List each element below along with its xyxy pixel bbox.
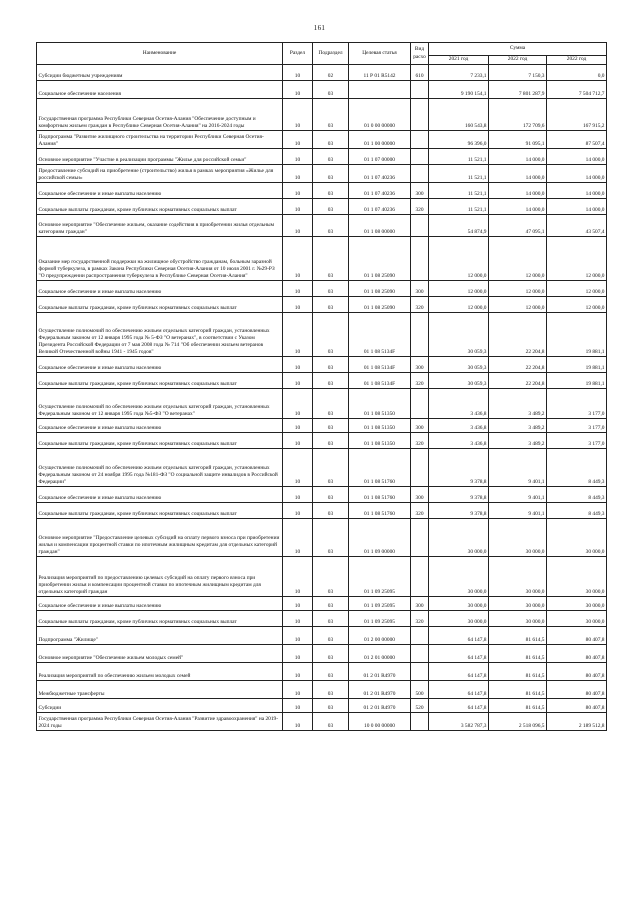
- row-expense-type: 320: [411, 297, 429, 313]
- row-sum-2021: 3 582 787,3: [429, 713, 489, 731]
- page-number: 161: [313, 24, 326, 32]
- row-target-article: 01 1 08 25090: [349, 281, 411, 297]
- row-target-article: [349, 81, 411, 99]
- row-subsection: 03: [313, 81, 349, 99]
- row-name: Социальные выплаты гражданам, кроме публичных нормативных социальных выплат: [37, 433, 283, 449]
- header-year-2022: 2022 год: [489, 56, 547, 65]
- table-row: [37, 199, 607, 215]
- row-subsection: 03: [313, 557, 349, 597]
- row-section: 10: [283, 449, 313, 487]
- table-row: [37, 237, 607, 281]
- row-sum-2021: 12 000,0: [429, 281, 489, 297]
- row-subsection: 03: [313, 597, 349, 611]
- row-sum-2022-second: 3 177,0: [547, 419, 607, 433]
- row-subsection: 03: [313, 611, 349, 627]
- row-expense-type: 300: [411, 357, 429, 373]
- row-sum-2022-second: 8 449,3: [547, 503, 607, 519]
- row-target-article: 01 1 08 5134F: [349, 357, 411, 373]
- row-name: Основное мероприятие "Обеспечение жильем молодых семей": [37, 645, 283, 663]
- row-sum-2022: 14 000,0: [489, 149, 547, 165]
- row-target-article: 01 1 08 51350: [349, 419, 411, 433]
- row-section: 10: [283, 519, 313, 557]
- row-section: 10: [283, 419, 313, 433]
- row-sum-2022: 9 401,1: [489, 487, 547, 503]
- row-sum-2021: 64 147,8: [429, 681, 489, 699]
- header-year-2021: 2021 год: [429, 56, 489, 65]
- row-sum-2022: 81 614,5: [489, 645, 547, 663]
- table-row: [37, 663, 607, 681]
- row-sum-2022: 22 204,8: [489, 313, 547, 357]
- row-target-article: 01 2 01 R4970: [349, 681, 411, 699]
- table-row: [37, 627, 607, 645]
- row-sum-2021: 64 147,8: [429, 627, 489, 645]
- row-target-article: 01 2 01 00000: [349, 645, 411, 663]
- row-expense-type: [411, 149, 429, 165]
- row-target-article: 01 1 08 00000: [349, 215, 411, 237]
- row-sum-2022-second: 167 915,2: [547, 99, 607, 131]
- row-sum-2022-second: 19 881,1: [547, 357, 607, 373]
- table-row: [37, 357, 607, 373]
- row-expense-type: [411, 81, 429, 99]
- row-target-article: 01 1 07 40236: [349, 183, 411, 199]
- row-name: Социальное обеспечение и иные выплаты населению: [37, 357, 283, 373]
- row-sum-2022: 30 000,0: [489, 557, 547, 597]
- row-sum-2022: 2 518 096,5: [489, 713, 547, 731]
- row-expense-type: 300: [411, 183, 429, 199]
- table-row: [37, 433, 607, 449]
- row-sum-2021: 64 147,8: [429, 663, 489, 681]
- row-name: Социальные выплаты гражданам, кроме публичных нормативных социальных выплат: [37, 503, 283, 519]
- row-sum-2022-second: 30 000,0: [547, 597, 607, 611]
- row-section: 10: [283, 131, 313, 149]
- row-section: 10: [283, 215, 313, 237]
- row-name: Социальные выплаты гражданам, кроме публичных нормативных социальных выплат: [37, 199, 283, 215]
- row-sum-2021: 54 874,9: [429, 215, 489, 237]
- row-sum-2022: 30 000,0: [489, 597, 547, 611]
- row-sum-2022: 3 489,2: [489, 389, 547, 419]
- table-row: [37, 81, 607, 99]
- row-name: Подпрограмма "Жилище": [37, 627, 283, 645]
- row-subsection: 03: [313, 297, 349, 313]
- row-subsection: 03: [313, 487, 349, 503]
- row-sum-2022: 81 614,5: [489, 663, 547, 681]
- row-sum-2022: 7 801 287,9: [489, 81, 547, 99]
- row-name: Осуществление полномочий по обеспечению жильем отдельных категорий граждан, установленных Федеральным законом от 24 ноября 1995 года №181-ФЗ "О социальной защите инвалидов в Российской Федерации": [37, 449, 283, 487]
- table-row: [37, 165, 607, 183]
- row-subsection: 03: [313, 389, 349, 419]
- row-sum-2022: 9 401,1: [489, 449, 547, 487]
- row-sum-2022-second: 2 189 512,8: [547, 713, 607, 731]
- row-name: Реализация мероприятий по предоставлению целевых субсидий на оплату первого взноса при приобретении жилья и компенсации процентной ставки по ипотечным жилищным кредитам для отдельных категорий граждан: [37, 557, 283, 597]
- table-row: [37, 681, 607, 699]
- row-name: Межбюджетные трансферты: [37, 681, 283, 699]
- row-sum-2021: 64 147,8: [429, 645, 489, 663]
- row-target-article: 01 2 00 00000: [349, 627, 411, 645]
- row-sum-2022-second: 19 881,1: [547, 313, 607, 357]
- row-section: 10: [283, 597, 313, 611]
- row-sum-2021: 30 000,0: [429, 557, 489, 597]
- row-section: 10: [283, 645, 313, 663]
- row-section: 10: [283, 557, 313, 597]
- row-sum-2022: 81 614,5: [489, 681, 547, 699]
- row-expense-type: 300: [411, 281, 429, 297]
- table-row: [37, 713, 607, 731]
- row-sum-2022-second: 8 449,3: [547, 449, 607, 487]
- row-section: 10: [283, 389, 313, 419]
- row-sum-2021: 11 521,1: [429, 149, 489, 165]
- table-row: [37, 297, 607, 313]
- row-sum-2021: 11 521,1: [429, 183, 489, 199]
- row-target-article: 01 1 08 5134F: [349, 313, 411, 357]
- row-sum-2021: 7 233,1: [429, 65, 489, 81]
- row-section: 10: [283, 699, 313, 713]
- row-sum-2021: 3 436,8: [429, 419, 489, 433]
- row-name: Социальное обеспечение и иные выплаты населению: [37, 183, 283, 199]
- row-subsection: 03: [313, 373, 349, 389]
- row-expense-type: 300: [411, 419, 429, 433]
- row-subsection: 03: [313, 419, 349, 433]
- row-expense-type: 300: [411, 487, 429, 503]
- row-section: 10: [283, 357, 313, 373]
- row-expense-type: [411, 313, 429, 357]
- row-target-article: 10 0 00 00000: [349, 713, 411, 731]
- row-target-article: 01 0 00 00000: [349, 99, 411, 131]
- row-sum-2022-second: 80 407,8: [547, 663, 607, 681]
- row-target-article: 01 1 08 51760: [349, 503, 411, 519]
- row-expense-type: [411, 663, 429, 681]
- row-subsection: 03: [313, 313, 349, 357]
- table-row: [37, 645, 607, 663]
- table-row: [37, 699, 607, 713]
- row-subsection: 03: [313, 699, 349, 713]
- row-sum-2021: 30 059,3: [429, 373, 489, 389]
- row-expense-type: [411, 237, 429, 281]
- row-sum-2022-second: 87 507,4: [547, 131, 607, 149]
- row-subsection: 03: [313, 131, 349, 149]
- header-subsection: Подраздел: [313, 43, 349, 65]
- row-section: 10: [283, 65, 313, 81]
- row-sum-2022-second: 80 407,8: [547, 627, 607, 645]
- table-row: [37, 65, 607, 81]
- row-sum-2022-second: 30 000,0: [547, 611, 607, 627]
- row-sum-2022-second: 30 000,0: [547, 557, 607, 597]
- row-section: 10: [283, 503, 313, 519]
- row-sum-2022: 12 000,0: [489, 281, 547, 297]
- header-section: Раздел: [283, 43, 313, 65]
- row-target-article: 01 1 09 25095: [349, 557, 411, 597]
- row-expense-type: [411, 627, 429, 645]
- table-row: [37, 419, 607, 433]
- row-expense-type: 320: [411, 503, 429, 519]
- row-section: 10: [283, 713, 313, 731]
- row-sum-2022-second: 80 407,8: [547, 645, 607, 663]
- table-row: [37, 487, 607, 503]
- table-row: [37, 313, 607, 357]
- row-sum-2022: 91 095,1: [489, 131, 547, 149]
- row-target-article: 01 1 00 00000: [349, 131, 411, 149]
- row-sum-2021: 12 000,0: [429, 237, 489, 281]
- row-target-article: 11 Р 01 R5142: [349, 65, 411, 81]
- row-section: 10: [283, 183, 313, 199]
- row-section: 10: [283, 627, 313, 645]
- row-sum-2022: 7 150,3: [489, 65, 547, 81]
- table-row: [37, 131, 607, 149]
- row-subsection: 03: [313, 663, 349, 681]
- row-sum-2022: 12 000,0: [489, 297, 547, 313]
- row-section: 10: [283, 487, 313, 503]
- row-expense-type: [411, 215, 429, 237]
- row-sum-2022: 14 000,0: [489, 199, 547, 215]
- row-sum-2021: 3 436,8: [429, 433, 489, 449]
- row-name: Социальные выплаты гражданам, кроме публичных нормативных социальных выплат: [37, 297, 283, 313]
- row-name: Социальное обеспечение и иные выплаты населению: [37, 281, 283, 297]
- row-sum-2022-second: 19 881,1: [547, 373, 607, 389]
- row-sum-2022: 30 000,0: [489, 611, 547, 627]
- row-sum-2021: 9 190 154,1: [429, 81, 489, 99]
- row-sum-2022-second: 30 000,0: [547, 519, 607, 557]
- row-subsection: 03: [313, 357, 349, 373]
- table-row: [37, 597, 607, 611]
- row-subsection: 03: [313, 165, 349, 183]
- row-sum-2021: 30 059,3: [429, 357, 489, 373]
- row-section: 10: [283, 663, 313, 681]
- row-name: Государственная программа Республики Северная Осетия-Алания "Обеспечение доступным и комфортным жильем граждан в Республике Северная Осетия-Алания" на 2016-2024 годы: [37, 99, 283, 131]
- row-subsection: 03: [313, 99, 349, 131]
- row-subsection: 03: [313, 645, 349, 663]
- row-expense-type: 500: [411, 681, 429, 699]
- row-sum-2021: 9 378,8: [429, 503, 489, 519]
- row-sum-2021: 11 521,1: [429, 165, 489, 183]
- table-row: [37, 449, 607, 487]
- table-row: [37, 519, 607, 557]
- row-target-article: 01 1 07 40236: [349, 165, 411, 183]
- row-sum-2022-second: 12 000,0: [547, 297, 607, 313]
- row-subsection: 03: [313, 281, 349, 297]
- row-sum-2021: 30 000,0: [429, 597, 489, 611]
- row-sum-2021: 30 059,3: [429, 313, 489, 357]
- row-expense-type: 520: [411, 699, 429, 713]
- row-sum-2021: 9 378,8: [429, 487, 489, 503]
- row-name: Осуществление полномочий по обеспечению жильем отдельных категорий граждан, установленных Федеральным законом от 12 января 1995 года №5-ФЗ "О ветеранах": [37, 389, 283, 419]
- row-name: Подпрограмма "Развитие жилищного строительства на территории Республики Северная Осетия-Алания": [37, 131, 283, 149]
- row-sum-2022: 14 000,0: [489, 183, 547, 199]
- row-subsection: 03: [313, 199, 349, 215]
- row-sum-2022-second: 14 000,0: [547, 165, 607, 183]
- row-target-article: 01 1 08 51760: [349, 449, 411, 487]
- budget-table: [36, 42, 607, 731]
- row-expense-type: [411, 645, 429, 663]
- row-subsection: 03: [313, 713, 349, 731]
- table-row: [37, 183, 607, 199]
- row-target-article: 01 1 08 51350: [349, 389, 411, 419]
- row-target-article: 01 1 09 00000: [349, 519, 411, 557]
- header-sum: Сумма: [429, 43, 607, 56]
- row-target-article: 01 1 08 25090: [349, 237, 411, 281]
- table-row: [37, 99, 607, 131]
- header-expense-type: Вид расхо: [411, 43, 429, 65]
- row-sum-2022: 9 401,1: [489, 503, 547, 519]
- row-expense-type: [411, 165, 429, 183]
- row-section: 10: [283, 373, 313, 389]
- table-row: [37, 149, 607, 165]
- header-year-2022-second: 2022 год: [547, 56, 607, 65]
- row-expense-type: [411, 449, 429, 487]
- row-expense-type: [411, 99, 429, 131]
- row-subsection: 03: [313, 149, 349, 165]
- row-target-article: 01 1 08 25090: [349, 297, 411, 313]
- row-sum-2022: 22 204,8: [489, 357, 547, 373]
- table-row: [37, 215, 607, 237]
- row-subsection: 03: [313, 183, 349, 199]
- row-sum-2022-second: 14 000,0: [547, 199, 607, 215]
- row-section: 10: [283, 611, 313, 627]
- row-sum-2022: 3 489,2: [489, 433, 547, 449]
- row-subsection: 03: [313, 237, 349, 281]
- row-expense-type: 610: [411, 65, 429, 81]
- row-subsection: 03: [313, 449, 349, 487]
- row-section: 10: [283, 281, 313, 297]
- table-row: [37, 373, 607, 389]
- row-expense-type: 320: [411, 373, 429, 389]
- row-name: Предоставление субсидий на приобретение (строительство) жилья в рамках мероприятия «Жилье для российской семьи»: [37, 165, 283, 183]
- row-target-article: 01 2 01 R4970: [349, 663, 411, 681]
- row-subsection: 03: [313, 519, 349, 557]
- row-sum-2021: 30 000,0: [429, 611, 489, 627]
- row-sum-2022-second: 12 000,0: [547, 237, 607, 281]
- row-name: Основное мероприятие "Обеспечение жильем, оказание содействия в приобретении жилья отдельным категориям граждан": [37, 215, 283, 237]
- row-sum-2022: 81 614,5: [489, 627, 547, 645]
- row-section: 10: [283, 433, 313, 449]
- row-sum-2022: 22 204,8: [489, 373, 547, 389]
- row-subsection: 03: [313, 215, 349, 237]
- row-sum-2022: 81 614,5: [489, 699, 547, 713]
- row-sum-2022-second: 14 000,0: [547, 183, 607, 199]
- row-sum-2022-second: 43 507,4: [547, 215, 607, 237]
- row-name: Социальное обеспечение и иные выплаты населению: [37, 487, 283, 503]
- row-section: 10: [283, 297, 313, 313]
- row-sum-2022-second: 0,0: [547, 65, 607, 81]
- row-expense-type: 320: [411, 433, 429, 449]
- row-section: 10: [283, 99, 313, 131]
- row-section: 10: [283, 149, 313, 165]
- row-target-article: 01 1 09 25095: [349, 597, 411, 611]
- row-sum-2021: 64 147,8: [429, 699, 489, 713]
- row-sum-2022: 12 000,0: [489, 237, 547, 281]
- row-sum-2021: 9 378,8: [429, 449, 489, 487]
- row-name: Социальное обеспечение и иные выплаты населению: [37, 597, 283, 611]
- row-name: Основное мероприятие "Участие в реализации программы "Жилье для российской семьи": [37, 149, 283, 165]
- row-subsection: 03: [313, 433, 349, 449]
- row-section: 10: [283, 681, 313, 699]
- row-sum-2022-second: 3 177,0: [547, 389, 607, 419]
- row-target-article: 01 2 01 R4970: [349, 699, 411, 713]
- row-name: Субсидии бюджетным учреждениям: [37, 65, 283, 81]
- row-target-article: 01 1 08 51350: [349, 433, 411, 449]
- row-expense-type: [411, 131, 429, 149]
- row-section: 10: [283, 199, 313, 215]
- row-target-article: 01 1 07 40236: [349, 199, 411, 215]
- row-sum-2021: 30 000,0: [429, 519, 489, 557]
- row-name: Осуществление полномочий по обеспечению жильем отдельных категорий граждан, установленных Федеральным законом от 12 января 1995 года № 5-ФЗ "О ветеранах", в соответствии с Указом Президента Российской Федерации от 7 мая 2008 года № 714 "Об обеспечении жильем ветеранов Великой Отечественной войны 1941 - 1945 годов": [37, 313, 283, 357]
- table-body: [37, 65, 607, 731]
- row-expense-type: 320: [411, 611, 429, 627]
- row-target-article: 01 1 08 51760: [349, 487, 411, 503]
- row-sum-2022-second: 80 407,8: [547, 681, 607, 699]
- row-section: 10: [283, 81, 313, 99]
- table-row: [37, 557, 607, 597]
- table-row: [37, 389, 607, 419]
- row-sum-2022-second: 14 000,0: [547, 149, 607, 165]
- table-row: [37, 611, 607, 627]
- row-expense-type: [411, 557, 429, 597]
- row-name: Субсидии: [37, 699, 283, 713]
- row-sum-2022-second: 80 407,8: [547, 699, 607, 713]
- row-sum-2021: 11 521,1: [429, 199, 489, 215]
- row-name: Основное мероприятие "Предоставление целевых субсидий на оплату первого взноса при приобретении жилья и компенсации процентной ставки по ипотечным жилищным кредитам для отдельных категорий граждан": [37, 519, 283, 557]
- row-expense-type: [411, 519, 429, 557]
- row-sum-2021: 160 543,8: [429, 99, 489, 131]
- row-name: Социальные выплаты гражданам, кроме публичных нормативных социальных выплат: [37, 373, 283, 389]
- row-sum-2021: 3 436,8: [429, 389, 489, 419]
- row-section: 10: [283, 313, 313, 357]
- row-sum-2022-second: 8 449,3: [547, 487, 607, 503]
- row-name: Государственная программа Республики Северная Осетия-Алания "Развитие здравоохранения" на 2019-2024 годы: [37, 713, 283, 731]
- row-name: Реализация мероприятий по обеспечению жильем молодых семей: [37, 663, 283, 681]
- row-name: Оказание мер государственной поддержки на жилищное обустройство гражданам, больным заразной формой туберкулеза, в рамках Закона Республики Северная Осетия-Алания от 10 июля 2001 г. №29-РЗ "О предупреждении распространения туберкулеза в Республике Северная Осетия-Алания": [37, 237, 283, 281]
- row-expense-type: [411, 713, 429, 731]
- row-subsection: 03: [313, 627, 349, 645]
- row-sum-2022: 3 489,2: [489, 419, 547, 433]
- row-name: Социальное обеспечение населения: [37, 81, 283, 99]
- row-target-article: 01 1 07 00000: [349, 149, 411, 165]
- row-expense-type: [411, 389, 429, 419]
- header-target-article: Целевая статья: [349, 43, 411, 65]
- row-name: Социальные выплаты гражданам, кроме публичных нормативных социальных выплат: [37, 611, 283, 627]
- row-sum-2022-second: 12 000,0: [547, 281, 607, 297]
- row-section: 10: [283, 165, 313, 183]
- row-target-article: 01 1 08 5134F: [349, 373, 411, 389]
- row-subsection: 03: [313, 503, 349, 519]
- row-expense-type: 320: [411, 199, 429, 215]
- row-sum-2021: 96 396,0: [429, 131, 489, 149]
- row-subsection: 02: [313, 65, 349, 81]
- header-name: Наименование: [37, 43, 283, 65]
- row-sum-2021: 12 000,0: [429, 297, 489, 313]
- table-row: [37, 503, 607, 519]
- row-sum-2022-second: 3 177,0: [547, 433, 607, 449]
- row-name: Социальное обеспечение и иные выплаты населению: [37, 419, 283, 433]
- row-sum-2022: 14 000,0: [489, 165, 547, 183]
- row-sum-2022: 172 709,6: [489, 99, 547, 131]
- row-target-article: 01 1 09 25095: [349, 611, 411, 627]
- row-sum-2022-second: 7 504 712,7: [547, 81, 607, 99]
- table-row: [37, 281, 607, 297]
- row-section: 10: [283, 237, 313, 281]
- row-expense-type: 300: [411, 597, 429, 611]
- row-sum-2022: 30 000,0: [489, 519, 547, 557]
- row-subsection: 03: [313, 681, 349, 699]
- row-sum-2022: 47 095,1: [489, 215, 547, 237]
